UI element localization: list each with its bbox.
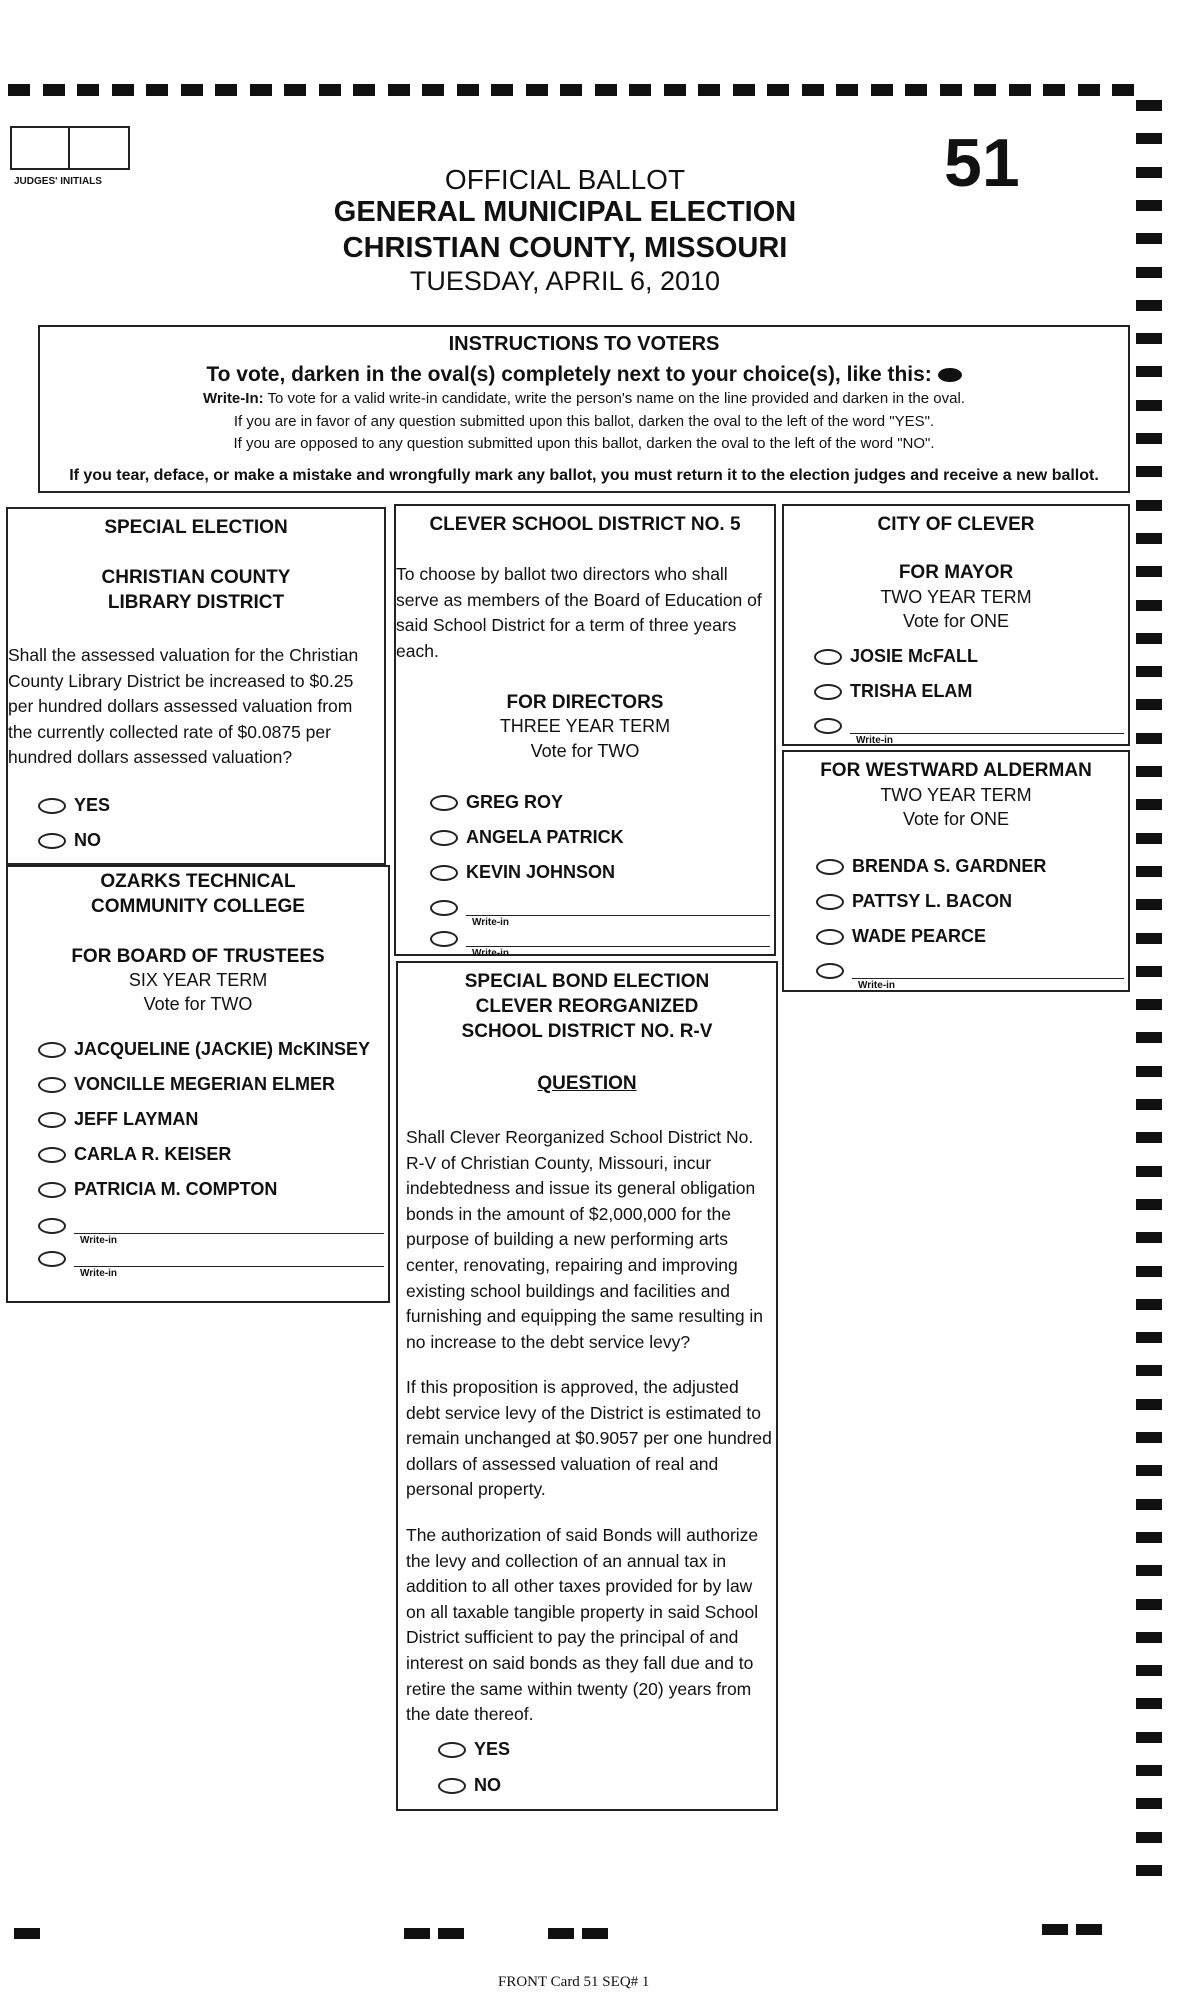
ballot-title: OFFICIAL BALLOT	[444, 164, 686, 195]
instructions-favor: If you are in favor of any question submitted upon this ballot, darken the oval to the left of the word "YES".	[233, 413, 935, 430]
candidate-option[interactable]: VONCILLE MEGERIAN ELMER	[38, 1074, 335, 1100]
vote-oval[interactable]	[430, 795, 458, 811]
election-name: GENERAL MUNICIPAL ELECTION	[333, 196, 797, 228]
writein-line[interactable]: Write-in	[38, 1214, 384, 1240]
candidate-option[interactable]: ANGELA PATRICK	[430, 827, 624, 853]
timing-mark	[1136, 133, 1162, 144]
timing-mark	[1136, 1365, 1162, 1376]
writein-line[interactable]: Write-in	[430, 927, 770, 953]
candidate-option[interactable]: WADE PEARCE	[816, 926, 986, 952]
vote-oval[interactable]	[814, 718, 842, 734]
timing-mark	[112, 84, 134, 96]
candidate-option[interactable]: TRISHA ELAM	[814, 681, 972, 707]
timing-mark	[1136, 1698, 1162, 1709]
contest-term: TWO YEAR TERM	[880, 785, 1032, 805]
contest-title: OZARKS TECHNICAL	[100, 871, 296, 892]
question-label: QUESTION	[537, 1073, 637, 1094]
timing-marks-top	[0, 84, 1200, 96]
contest-library-district	[6, 507, 386, 865]
contest-mayor	[782, 504, 1130, 746]
candidate-option[interactable]: BRENDA S. GARDNER	[816, 856, 1046, 882]
timing-mark	[1136, 933, 1162, 944]
candidate-option[interactable]: JACQUELINE (JACKIE) McKINSEY	[38, 1039, 370, 1065]
instructions-writein: Write-In: To vote for a valid write-in candidate, write the person's name on the line provided and darken in the oval.	[203, 390, 965, 407]
timing-mark	[1136, 466, 1162, 477]
contest-office: FOR WESTWARD ALDERMAN	[820, 760, 1092, 781]
timing-mark	[526, 84, 548, 96]
timing-mark	[1136, 666, 1162, 677]
bond-yes-option[interactable]: YES	[438, 1739, 510, 1765]
timing-mark	[353, 84, 375, 96]
timing-mark	[1136, 999, 1162, 1010]
vote-oval[interactable]	[814, 649, 842, 665]
timing-mark	[1042, 1924, 1068, 1935]
timing-mark	[1136, 1299, 1162, 1310]
timing-mark	[1136, 400, 1162, 411]
vote-oval[interactable]	[816, 963, 844, 979]
timing-mark	[404, 1928, 430, 1939]
timing-mark	[491, 84, 513, 96]
vote-oval[interactable]	[38, 1077, 66, 1093]
timing-mark	[1136, 566, 1162, 577]
contest-vote-for: Vote for TWO	[530, 741, 640, 761]
writein-line[interactable]: Write-in	[38, 1247, 384, 1273]
timing-mark	[1136, 1565, 1162, 1576]
contest-subtitle: LIBRARY DISTRICT	[107, 592, 285, 613]
timing-mark	[1136, 1066, 1162, 1077]
timing-mark	[1136, 100, 1162, 111]
library-no-option[interactable]: NO	[38, 830, 101, 856]
instructions-main: To vote, darken in the oval(s) completely next to your choice(s), like this:	[40, 363, 1128, 387]
timing-mark	[1136, 1532, 1162, 1543]
timing-mark	[43, 84, 65, 96]
timing-mark	[1136, 267, 1162, 278]
timing-mark	[1136, 200, 1162, 211]
contest-school-directors	[394, 504, 776, 959]
timing-mark	[802, 84, 824, 96]
vote-oval[interactable]	[38, 1042, 66, 1058]
timing-mark	[215, 84, 237, 96]
writein-line[interactable]: Write-in	[816, 959, 1124, 985]
timing-mark	[422, 84, 444, 96]
timing-mark	[146, 84, 168, 96]
vote-oval[interactable]	[814, 684, 842, 700]
instructions-tear: If you tear, deface, or make a mistake and wrongfully mark any ballot, you must return it to the election judges and receive a new ballot.	[69, 467, 1099, 484]
timing-mark	[1136, 333, 1162, 344]
candidate-option[interactable]: PATTSY L. BACON	[816, 891, 1012, 917]
contest-title: CITY OF CLEVER	[877, 514, 1035, 535]
contest-office: FOR DIRECTORS	[506, 692, 664, 713]
contest-bond-election	[396, 961, 778, 1811]
timing-mark	[940, 84, 962, 96]
footer-card-info: FRONT Card 51 SEQ# 1	[498, 1974, 650, 1990]
timing-mark	[1136, 167, 1162, 178]
timing-mark	[1136, 1199, 1162, 1210]
timing-mark	[767, 84, 789, 96]
timing-mark	[1136, 233, 1162, 244]
vote-oval[interactable]	[38, 1147, 66, 1163]
contest-title: CLEVER REORGANIZED	[475, 996, 699, 1017]
candidate-option[interactable]: PATRICIA M. COMPTON	[38, 1179, 277, 1205]
timing-mark	[1136, 1465, 1162, 1476]
timing-mark	[1076, 1924, 1102, 1935]
timing-mark	[1136, 633, 1162, 644]
timing-mark	[560, 84, 582, 96]
timing-mark	[1112, 84, 1134, 96]
vote-oval[interactable]	[38, 1218, 66, 1234]
contest-title: SPECIAL BOND ELECTION	[464, 971, 710, 992]
timing-mark	[1078, 84, 1100, 96]
contest-title: COMMUNITY COLLEGE	[91, 896, 305, 917]
contest-title: CLEVER SCHOOL DISTRICT NO. 5	[429, 514, 741, 535]
vote-oval[interactable]	[816, 929, 844, 945]
timing-mark	[1136, 433, 1162, 444]
library-yes-option[interactable]: YES	[38, 795, 110, 821]
candidate-option[interactable]: KEVIN JOHNSON	[430, 862, 615, 888]
vote-oval[interactable]	[816, 859, 844, 875]
timing-mark	[14, 1928, 40, 1939]
school-description: To choose by ballot two directors who shall serve as members of the Board of Education of said School District for a term of three years each.	[396, 564, 762, 661]
timing-mark	[871, 84, 893, 96]
contest-otc-trustees	[6, 865, 390, 1303]
timing-mark	[1136, 1166, 1162, 1177]
timing-mark	[319, 84, 341, 96]
candidate-option[interactable]: JEFF LAYMAN	[38, 1109, 198, 1135]
instructions-box	[38, 325, 1130, 493]
vote-oval[interactable]	[38, 1112, 66, 1128]
bond-question-text: Shall Clever Reorganized School District No. R-V of Christian County, Missouri, incur indebtedness and issue its general obligation bonds in the amount of $2,000,000 for the purpose of building a new performing arts center, renovating, repairing and improving existing school buildings and facilities and furnishing and equipping the same resulting in no increase to the debt service levy?	[406, 1127, 764, 1352]
vote-oval[interactable]	[430, 931, 458, 947]
timing-mark	[1136, 1732, 1162, 1743]
timing-mark	[629, 84, 651, 96]
contest-term: TWO YEAR TERM	[880, 587, 1032, 607]
vote-oval[interactable]	[38, 1251, 66, 1267]
timing-mark	[1136, 1499, 1162, 1510]
timing-mark	[1136, 533, 1162, 544]
vote-oval[interactable]	[438, 1778, 466, 1794]
timing-mark	[1136, 766, 1162, 777]
timing-mark	[1136, 733, 1162, 744]
contest-term: SIX YEAR TERM	[128, 970, 268, 990]
timing-mark	[1043, 84, 1065, 96]
timing-mark	[1136, 1632, 1162, 1643]
timing-mark	[664, 84, 686, 96]
timing-mark	[1136, 1432, 1162, 1443]
timing-mark	[1136, 1765, 1162, 1776]
bond-levy-text: If this proposition is approved, the adjusted debt service levy of the District is estimated to remain unchanged at $0.9057 per one hundred dollars of assessed valuation of real and personal property.	[406, 1377, 772, 1500]
vote-oval[interactable]	[438, 1742, 466, 1758]
contest-vote-for: Vote for ONE	[902, 809, 1010, 829]
contest-vote-for: Vote for ONE	[902, 611, 1010, 631]
timing-mark	[181, 84, 203, 96]
writein-line[interactable]: Write-in	[814, 714, 1124, 740]
instructions-title: INSTRUCTIONS TO VOTERS	[448, 333, 720, 355]
timing-mark	[77, 84, 99, 96]
bond-no-option[interactable]: NO	[438, 1775, 501, 1801]
election-date: TUESDAY, APRIL 6, 2010	[409, 266, 721, 296]
vote-oval[interactable]	[430, 900, 458, 916]
instructions-oppose: If you are opposed to any question submitted upon this ballot, darken the oval to the left of the word "NO".	[233, 435, 935, 452]
timing-mark	[1136, 833, 1162, 844]
timing-mark	[1136, 600, 1162, 611]
timing-mark	[1136, 1865, 1162, 1876]
contest-subtitle: CHRISTIAN COUNTY	[101, 567, 291, 588]
timing-mark	[1136, 1832, 1162, 1843]
timing-mark	[1136, 366, 1162, 377]
vote-oval[interactable]	[430, 830, 458, 846]
bond-authorization-text: The authorization of said Bonds will authorize the levy and collection of an annual tax in addition to all other taxes provided for by law on all taxable tangible property in said School District sufficient to pay the principal of and interest on said bonds as they fall due and to retire the same within twenty (20) years from the date thereof.	[406, 1525, 759, 1725]
timing-marks-right	[1136, 100, 1166, 1900]
timing-mark	[1136, 1665, 1162, 1676]
candidate-option[interactable]: GREG ROY	[430, 792, 563, 818]
timing-mark	[1136, 866, 1162, 877]
timing-mark	[438, 1928, 464, 1939]
timing-mark	[1136, 1332, 1162, 1343]
filled-oval-example	[938, 368, 962, 382]
timing-mark	[836, 84, 858, 96]
timing-mark	[1136, 1266, 1162, 1277]
contest-office: FOR MAYOR	[898, 562, 1014, 583]
timing-mark	[733, 84, 755, 96]
candidate-option[interactable]: JOSIE McFALL	[814, 646, 978, 672]
timing-mark	[388, 84, 410, 96]
timing-mark	[1136, 1232, 1162, 1243]
timing-mark	[250, 84, 272, 96]
timing-mark	[1136, 1132, 1162, 1143]
timing-mark	[1136, 1032, 1162, 1043]
county-name: CHRISTIAN COUNTY, MISSOURI	[342, 232, 788, 264]
timing-mark	[1136, 1399, 1162, 1410]
timing-mark	[1136, 1599, 1162, 1610]
timing-mark	[548, 1928, 574, 1939]
contest-title: SCHOOL DISTRICT NO. R-V	[461, 1021, 713, 1042]
contest-title: SPECIAL ELECTION	[104, 517, 288, 538]
timing-mark	[457, 84, 479, 96]
contest-vote-for: Vote for TWO	[143, 994, 253, 1014]
judges-initials-label: JUDGES' INITIALS	[14, 176, 102, 187]
library-question-text: Shall the assessed valuation for the Christian County Library District be increased to $0.25 per hundred dollars assessed valuation from the currently collected rate of $0.0875 per hundred dollars assessed valuation?	[8, 645, 359, 768]
vote-oval[interactable]	[816, 894, 844, 910]
timing-mark	[1136, 899, 1162, 910]
contest-term: THREE YEAR TERM	[499, 716, 671, 736]
contest-alderman	[782, 750, 1130, 992]
timing-mark	[905, 84, 927, 96]
timing-mark	[582, 1928, 608, 1939]
timing-mark	[8, 84, 30, 96]
timing-mark	[698, 84, 720, 96]
timing-mark	[1136, 966, 1162, 977]
candidate-option[interactable]: CARLA R. KEISER	[38, 1144, 231, 1170]
timing-mark	[1136, 1099, 1162, 1110]
timing-mark	[1136, 300, 1162, 311]
timing-mark	[595, 84, 617, 96]
vote-oval[interactable]	[430, 865, 458, 881]
timing-mark	[1136, 799, 1162, 810]
timing-mark	[974, 84, 996, 96]
timing-mark	[1136, 1798, 1162, 1809]
timing-mark	[1136, 699, 1162, 710]
vote-oval[interactable]	[38, 833, 66, 849]
ballot-number: 51	[944, 125, 1020, 201]
timing-mark	[1009, 84, 1031, 96]
timing-mark	[284, 84, 306, 96]
timing-mark	[1136, 500, 1162, 511]
vote-oval[interactable]	[38, 798, 66, 814]
writein-line[interactable]: Write-in	[430, 896, 770, 922]
vote-oval[interactable]	[38, 1182, 66, 1198]
contest-office: FOR BOARD OF TRUSTEES	[71, 946, 325, 967]
